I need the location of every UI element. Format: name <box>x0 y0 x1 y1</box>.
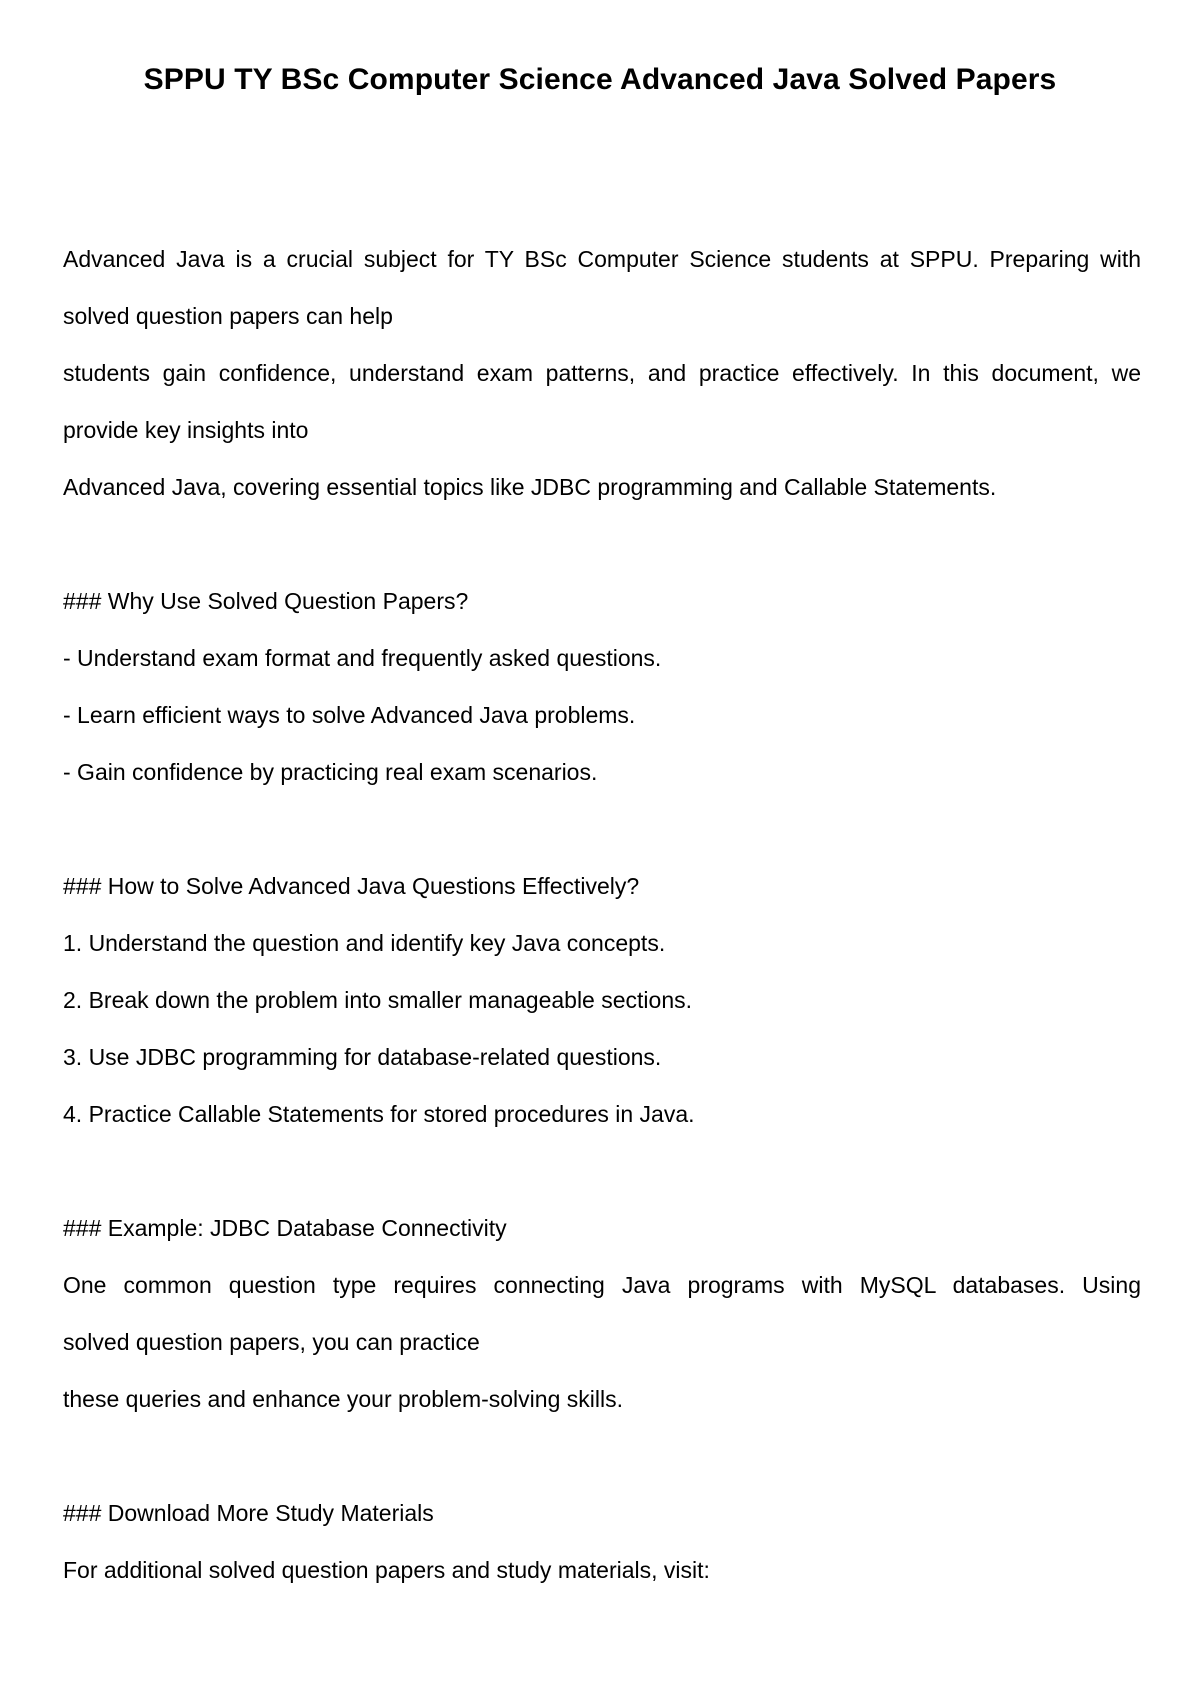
spacer <box>63 801 1141 858</box>
list-item: 1. Understand the question and identify key Java concepts. <box>63 930 666 956</box>
example-line-3: these queries and enhance your problem-solving skills. <box>63 1386 623 1412</box>
spacer <box>63 1428 1141 1485</box>
document-body <box>63 231 1141 1599</box>
why-heading: ### Why Use Solved Question Papers? <box>63 588 469 614</box>
intro-line-1: Advanced Java is a crucial subject for TY BSc Computer Science students at SPPU. Preparing with <box>63 246 1141 272</box>
download-line-1: For additional solved question papers and study materials, visit: <box>63 1557 710 1583</box>
list-item: - Learn efficient ways to solve Advanced Java problems. <box>63 702 636 728</box>
list-item: 4. Practice Callable Statements for stored procedures in Java. <box>63 1101 695 1127</box>
list-item: - Gain confidence by practicing real exam scenarios. <box>63 759 598 785</box>
list-item: 2. Break down the problem into smaller manageable sections. <box>63 987 693 1013</box>
example-line-2: solved question papers, you can practice <box>63 1329 480 1355</box>
intro-line-4: provide key insights into <box>63 417 309 443</box>
download-section <box>63 1485 1141 1599</box>
intro-paragraph <box>63 231 1141 516</box>
intro-line-3: students gain confidence, understand exam patterns, and practice effectively. In this document, we <box>63 360 1141 386</box>
how-section <box>63 858 1141 1143</box>
spacer <box>63 516 1141 573</box>
example-section <box>63 1200 1141 1428</box>
document-title: SPPU TY BSc Computer Science Advanced Java Solved Papers <box>143 63 1057 96</box>
how-heading: ### How to Solve Advanced Java Questions Effectively? <box>63 873 640 899</box>
why-section <box>63 573 1141 801</box>
spacer <box>63 1143 1141 1200</box>
list-item: - Understand exam format and frequently asked questions. <box>63 645 662 671</box>
example-line-1: One common question type requires connecting Java programs with MySQL databases. Using <box>63 1272 1141 1298</box>
list-item: 3. Use JDBC programming for database-related questions. <box>63 1044 662 1070</box>
example-heading: ### Example: JDBC Database Connectivity <box>63 1215 507 1241</box>
intro-line-5: Advanced Java, covering essential topics like JDBC programming and Callable Statements. <box>63 474 997 500</box>
intro-line-2: solved question papers can help <box>63 303 393 329</box>
download-heading: ### Download More Study Materials <box>63 1500 434 1526</box>
